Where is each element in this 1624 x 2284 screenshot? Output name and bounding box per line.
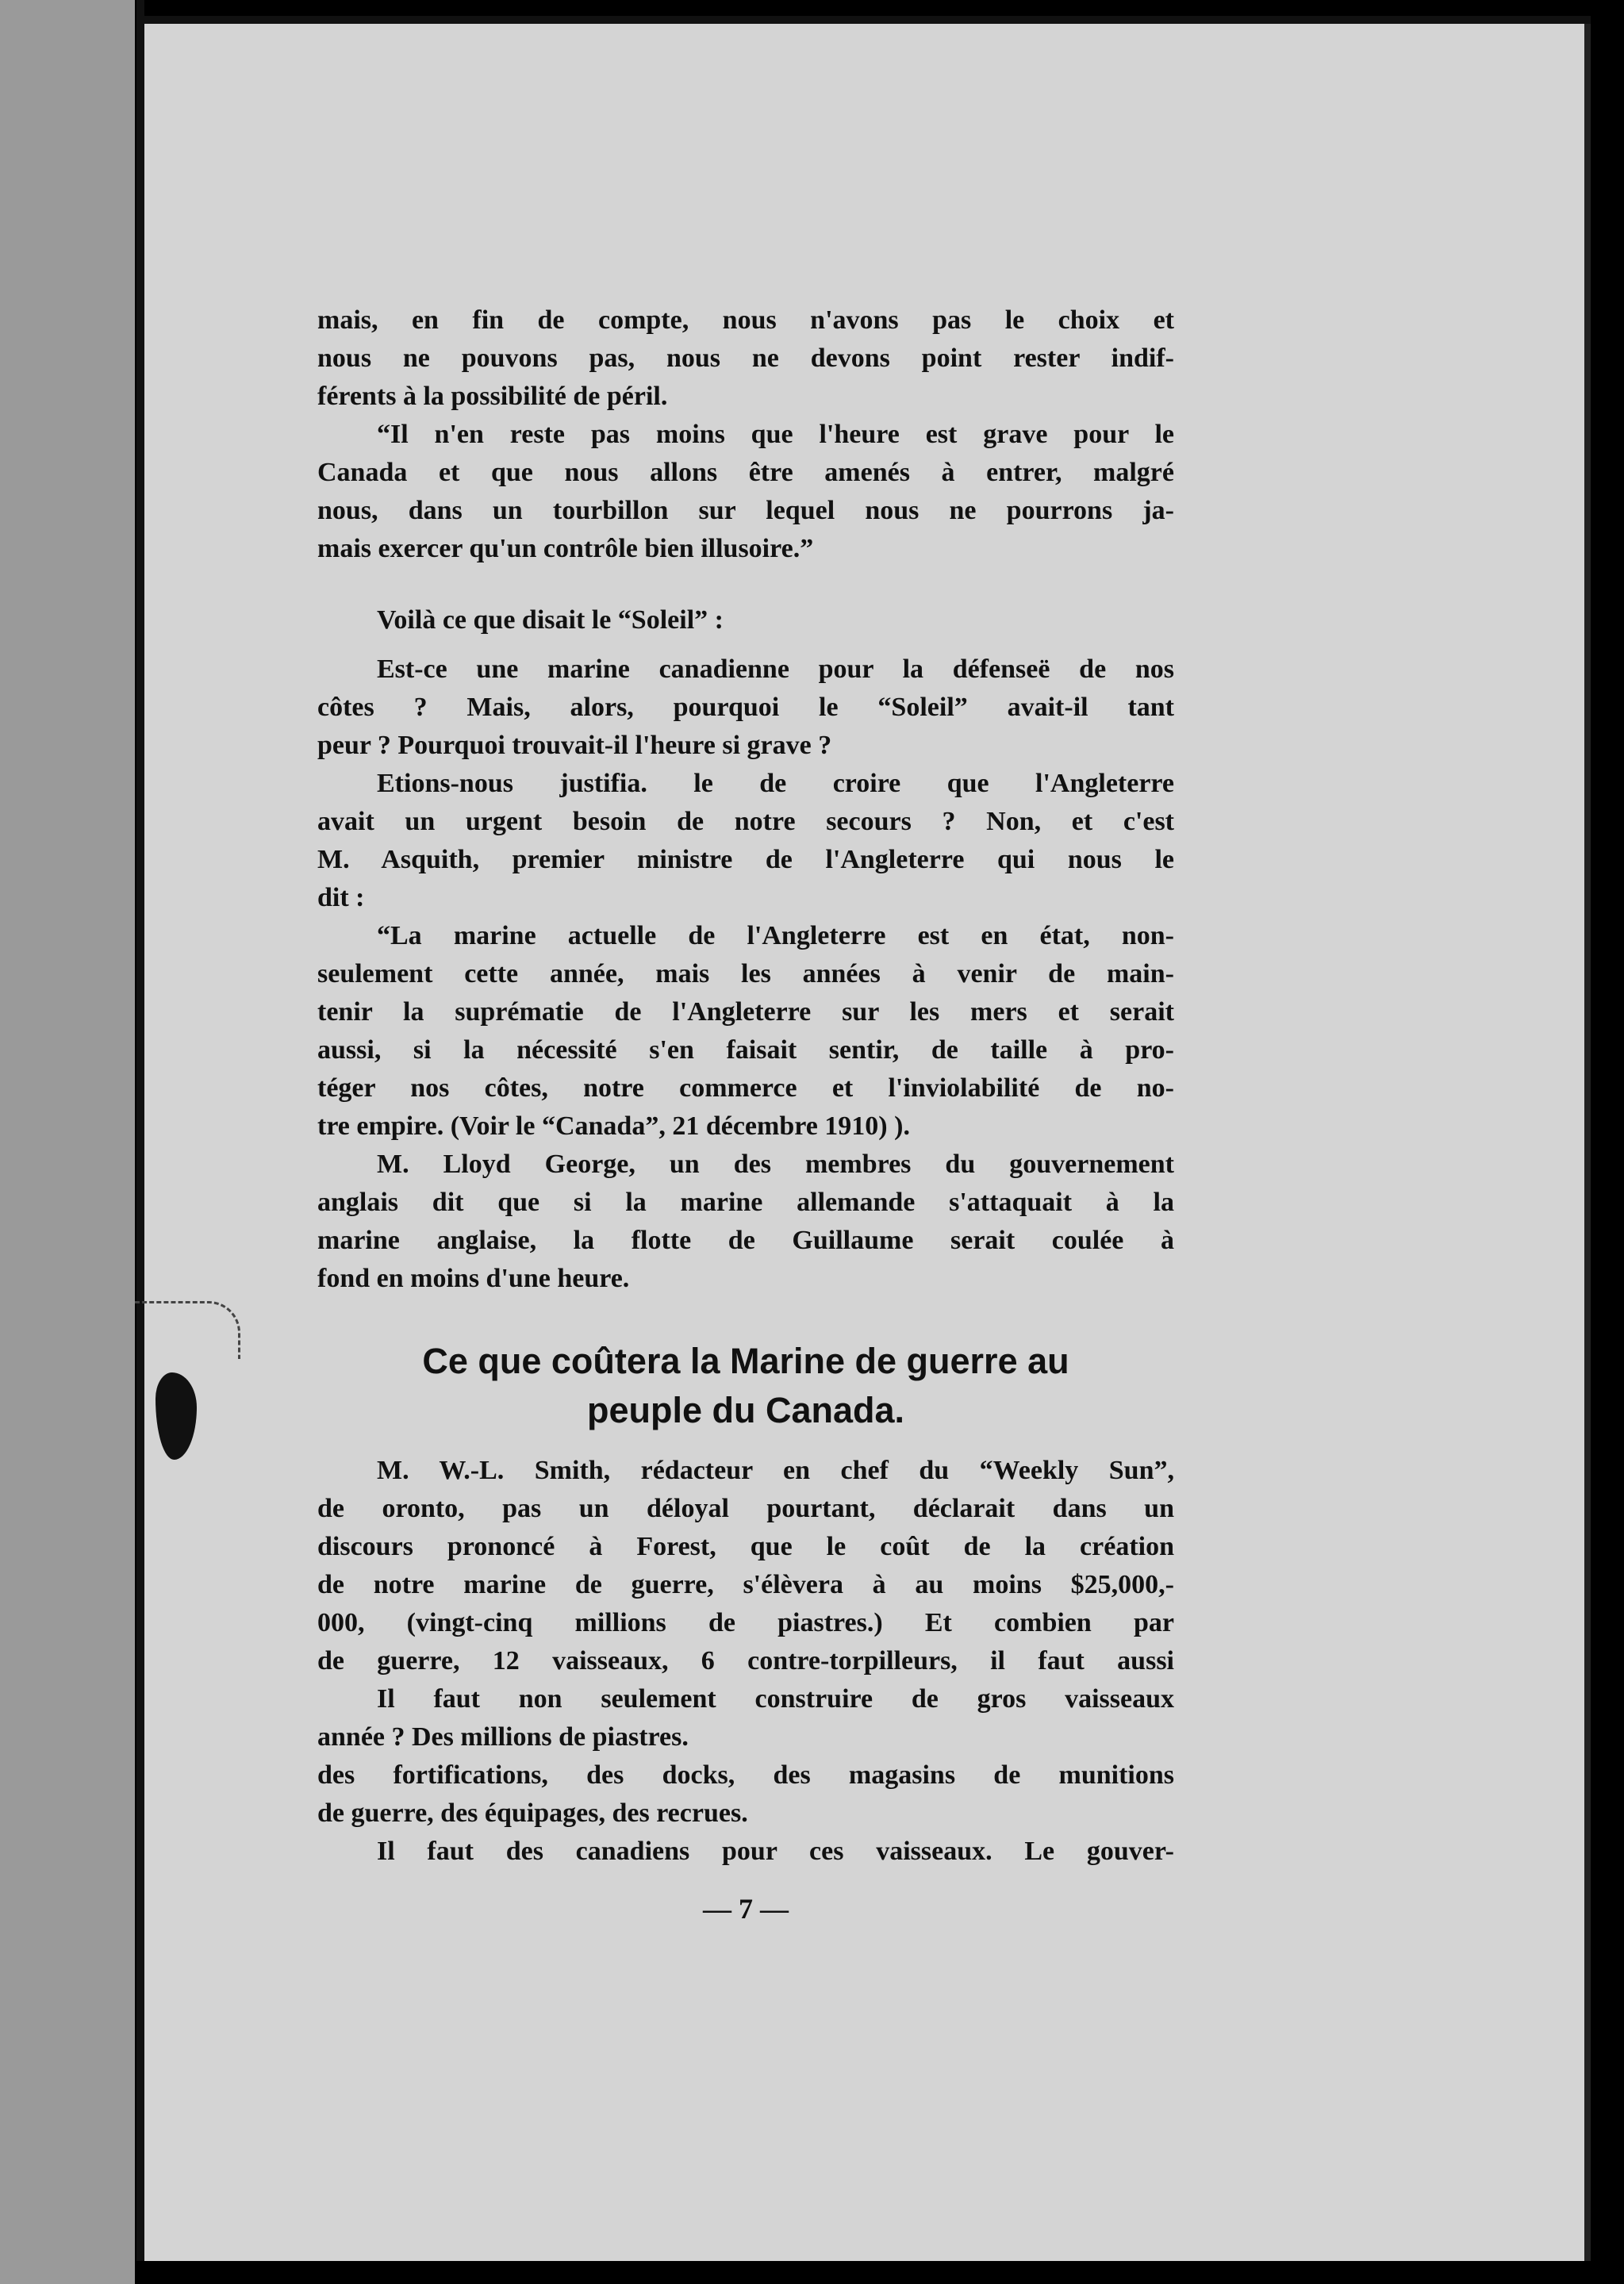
paragraph-block-5 — [317, 917, 1174, 1146]
section-heading — [317, 1337, 1174, 1435]
heading-line: Ce que coûtera la Marine de guerre au — [422, 1341, 1069, 1381]
page-edge-top — [136, 16, 1591, 24]
paragraph-block-7 — [317, 1452, 1174, 1833]
text-line: discours prononcé à Forest, que le coût de la création — [317, 1532, 1174, 1561]
text-line: de notre marine de guerre, s'élèvera à au moins $25,000,- — [317, 1570, 1174, 1599]
text-line: Etions-nous justifia. le de croire que l'Angleterre — [377, 769, 1174, 798]
paragraph-last — [317, 1833, 1174, 1871]
text-line: Voilà ce que disait le “Soleil” : — [377, 605, 724, 635]
text-line: “La marine actuelle de l'Angleterre est en état, non- — [377, 921, 1174, 950]
paragraph-block-3 — [317, 651, 1174, 765]
text-line: côtes ? Mais, alors, pourquoi le “Soleil” avait-il tant — [317, 693, 1174, 722]
adjacent-page-strip — [0, 0, 135, 2284]
text-line: Il faut non seulement construire de gros vaisseaux — [377, 1684, 1174, 1714]
paragraph-block-1 — [317, 301, 1174, 416]
text-line: nous, dans un tourbillon sur lequel nous ne pourrons ja- — [317, 496, 1174, 525]
text-line: Est-ce une marine canadienne pour la défenseë de nos — [377, 654, 1174, 684]
paper-tear-mark — [135, 1301, 240, 1359]
text-line: nous ne pouvons pas, nous ne devons point rester indif- — [317, 344, 1174, 373]
text-line: mais, en fin de compte, nous n'avons pas le choix et — [317, 305, 1174, 335]
text-line: avait un urgent besoin de notre secours ? Non, et c'est — [317, 807, 1174, 836]
text-line: de oronto, pas un déloyal pourtant, déclarait dans un — [317, 1494, 1174, 1523]
text-line: 000, (vingt-cinq millions de piastres.) Et combien par — [317, 1608, 1174, 1637]
text-line: “Il n'en reste pas moins que l'heure est grave pour le — [377, 420, 1174, 449]
page-number: — 7 — — [703, 1893, 789, 1925]
text-line: année ? Des millions de piastres. — [317, 1722, 689, 1752]
text-line: fond en moins d'une heure. — [317, 1264, 630, 1293]
paragraph-soleil — [317, 601, 1174, 639]
text-line: de guerre, des équipages, des recrues. — [317, 1798, 748, 1828]
text-line: téger nos côtes, notre commerce et l'inviolabilité de no- — [317, 1073, 1174, 1103]
page-edge-right — [1584, 24, 1591, 2261]
text-line: marine anglaise, la flotte de Guillaume serait coulée à — [317, 1226, 1174, 1255]
page-edge-bottom — [136, 2261, 1591, 2284]
text-line: férents à la possibilité de péril. — [317, 382, 668, 411]
text-line: M. Lloyd George, un des membres du gouvernement — [377, 1150, 1174, 1179]
text-line: aussi, si la nécessité s'en faisait sentir, de taille à pro- — [317, 1035, 1174, 1065]
text-line: tre empire. (Voir le “Canada”, 21 décembre 1910) ). — [317, 1111, 910, 1141]
text-line: M. W.-L. Smith, rédacteur en chef du “Weekly Sun”, — [377, 1456, 1174, 1485]
text-line: de guerre, 12 vaisseaux, 6 contre-torpilleurs, il faut aussi — [317, 1646, 1174, 1676]
text-line: seulement cette année, mais les années à venir de main- — [317, 959, 1174, 988]
text-line: tenir la suprématie de l'Angleterre sur les mers et serait — [317, 997, 1174, 1027]
text-line: des fortifications, des docks, des magasins de munitions — [317, 1760, 1174, 1790]
paragraph-block-4 — [317, 765, 1174, 917]
paragraph-block-6 — [317, 1146, 1174, 1298]
text-line: anglais dit que si la marine allemande s'attaquait à la — [317, 1188, 1174, 1217]
paragraph-block-2 — [317, 416, 1174, 568]
text-line: Il faut des canadiens pour ces vaisseaux. Le gouver- — [377, 1837, 1174, 1866]
page-edge-left — [136, 0, 144, 2284]
text-line: Canada et que nous allons être amenés à entrer, malgré — [317, 458, 1174, 487]
text-line: M. Asquith, premier ministre de l'Angleterre qui nous le — [317, 845, 1174, 874]
text-line: peur ? Pourquoi trouvait-il l'heure si grave ? — [317, 731, 832, 760]
text-line: mais exercer qu'un contrôle bien illusoire.” — [317, 534, 814, 563]
text-line: dit : — [317, 883, 365, 912]
heading-line: peuple du Canada. — [586, 1390, 905, 1430]
